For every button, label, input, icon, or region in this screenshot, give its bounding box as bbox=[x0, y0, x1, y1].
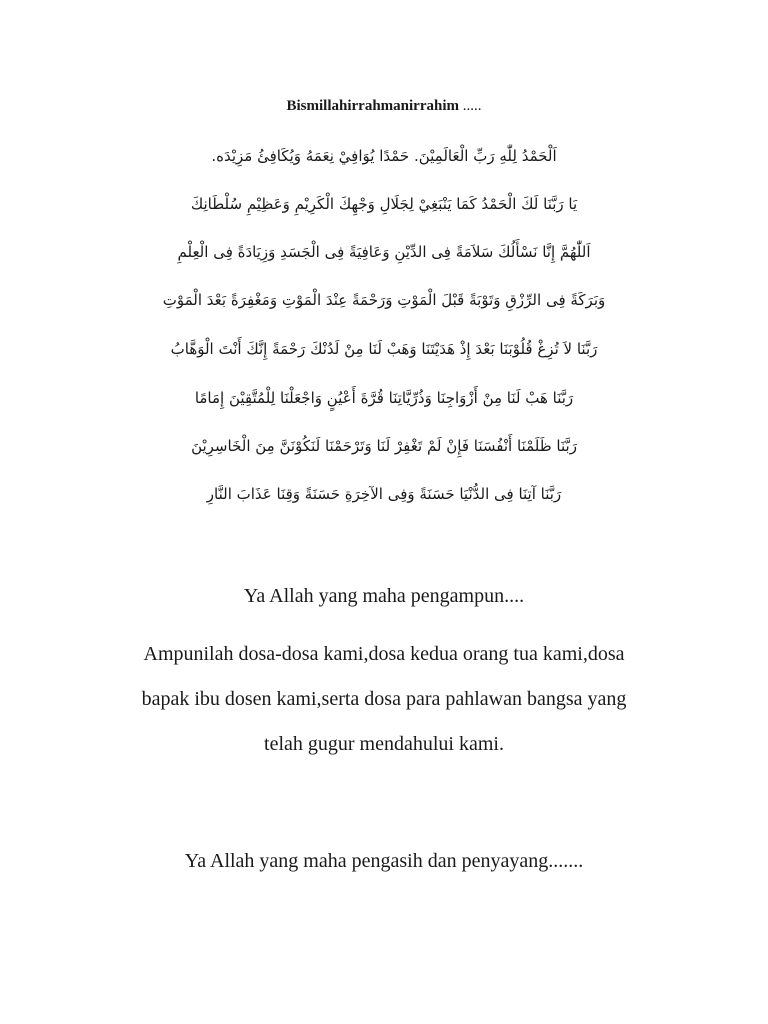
basmala-heading: Bismillahirrahmanirrahim bbox=[286, 98, 459, 114]
heading-ellipsis: ..... bbox=[459, 98, 482, 114]
paragraph-line-1: Ampunilah dosa-dosa kami,dosa kedua orang tua kami,dosa bbox=[143, 643, 625, 665]
arabic-line-1: اَلْحَمْدُ لِلّٰهِ رَبِّ الْعَالَمِيْنَ. حَمْدًا يُوَافِيْ نِعَمَهُ وَيُكَافِئُ مَزِيْدَه. bbox=[211, 147, 557, 165]
arabic-line-4: وَبَرَكَةً فِى الرِّزْقِ وَتَوْبَةً قَبْلَ الْمَوْتِ وَرَحْمَةً عِنْدَ الْمَوْتِ وَمَغْفِرَةً بَعْدَ الْمَوْتِ bbox=[162, 291, 606, 309]
document-heading bbox=[0, 96, 768, 116]
arabic-line-8: رَبَّنَا آتِنَا فِى الدُّنْيَا حَسَنَةً وَفِى الآخِرَةِ حَسَنَةً وَقِنَا عَذَابَ النَّارِ bbox=[206, 485, 562, 503]
invocation-forgiving: Ya Allah yang maha pengampun.... bbox=[243, 585, 525, 607]
arabic-line-7: رَبَّنَا ظَلَمْنَا أَنْفُسَنَا فَإِنْ لَمْ تَغْفِرْ لَنَا وَتَرْحَمْنَا لَنَكُوْنَنَّ مِنَ الْخَاسِرِيْنَ bbox=[191, 437, 577, 455]
invocation-merciful: Ya Allah yang maha pengasih dan penyayang....... bbox=[184, 850, 584, 872]
arabic-line-6: رَبَّنَا هَبْ لَنَا مِنْ أَزْوَاجِنَا وَذُرِّيَّاتِنَا قُرَّةَ أَعْيُنٍ وَاجْعَلْنَا لِلْمُتَّقِيْنَ إِمَامًا bbox=[194, 389, 574, 407]
paragraph-line-3: telah gugur mendahului kami. bbox=[264, 733, 504, 755]
arabic-line-3: اَللّٰهُمَّ إِنَّا نَسْأَلُكَ سَلاَمَةً فِى الدِّيْنِ وَعَافِيَةً فِى الْجَسَدِ وَزِيَادَةً فِى الْعِلْمِ bbox=[177, 243, 591, 261]
arabic-line-5: رَبَّنَا لاَ تُزِغْ قُلُوْبَنَا بَعْدَ إِذْ هَدَيْتَنَا وَهَبْ لَنَا مِنْ لَدُنْكَ رَحْمَةً إِنَّكَ أَنْتَ الْوَهَّابُ bbox=[170, 340, 598, 358]
paragraph-line-2: bapak ibu dosen kami,serta dosa para pahlawan bangsa yang bbox=[141, 688, 627, 710]
arabic-line-2: يَا رَبَّنَا لَكَ الْحَمْدُ كَمَا يَنْبَغِيْ لِجَلَالِ وَجْهِكَ الْكَرِيْمِ وَعَظِيْمِ سُلْطَانِكَ bbox=[190, 195, 578, 213]
